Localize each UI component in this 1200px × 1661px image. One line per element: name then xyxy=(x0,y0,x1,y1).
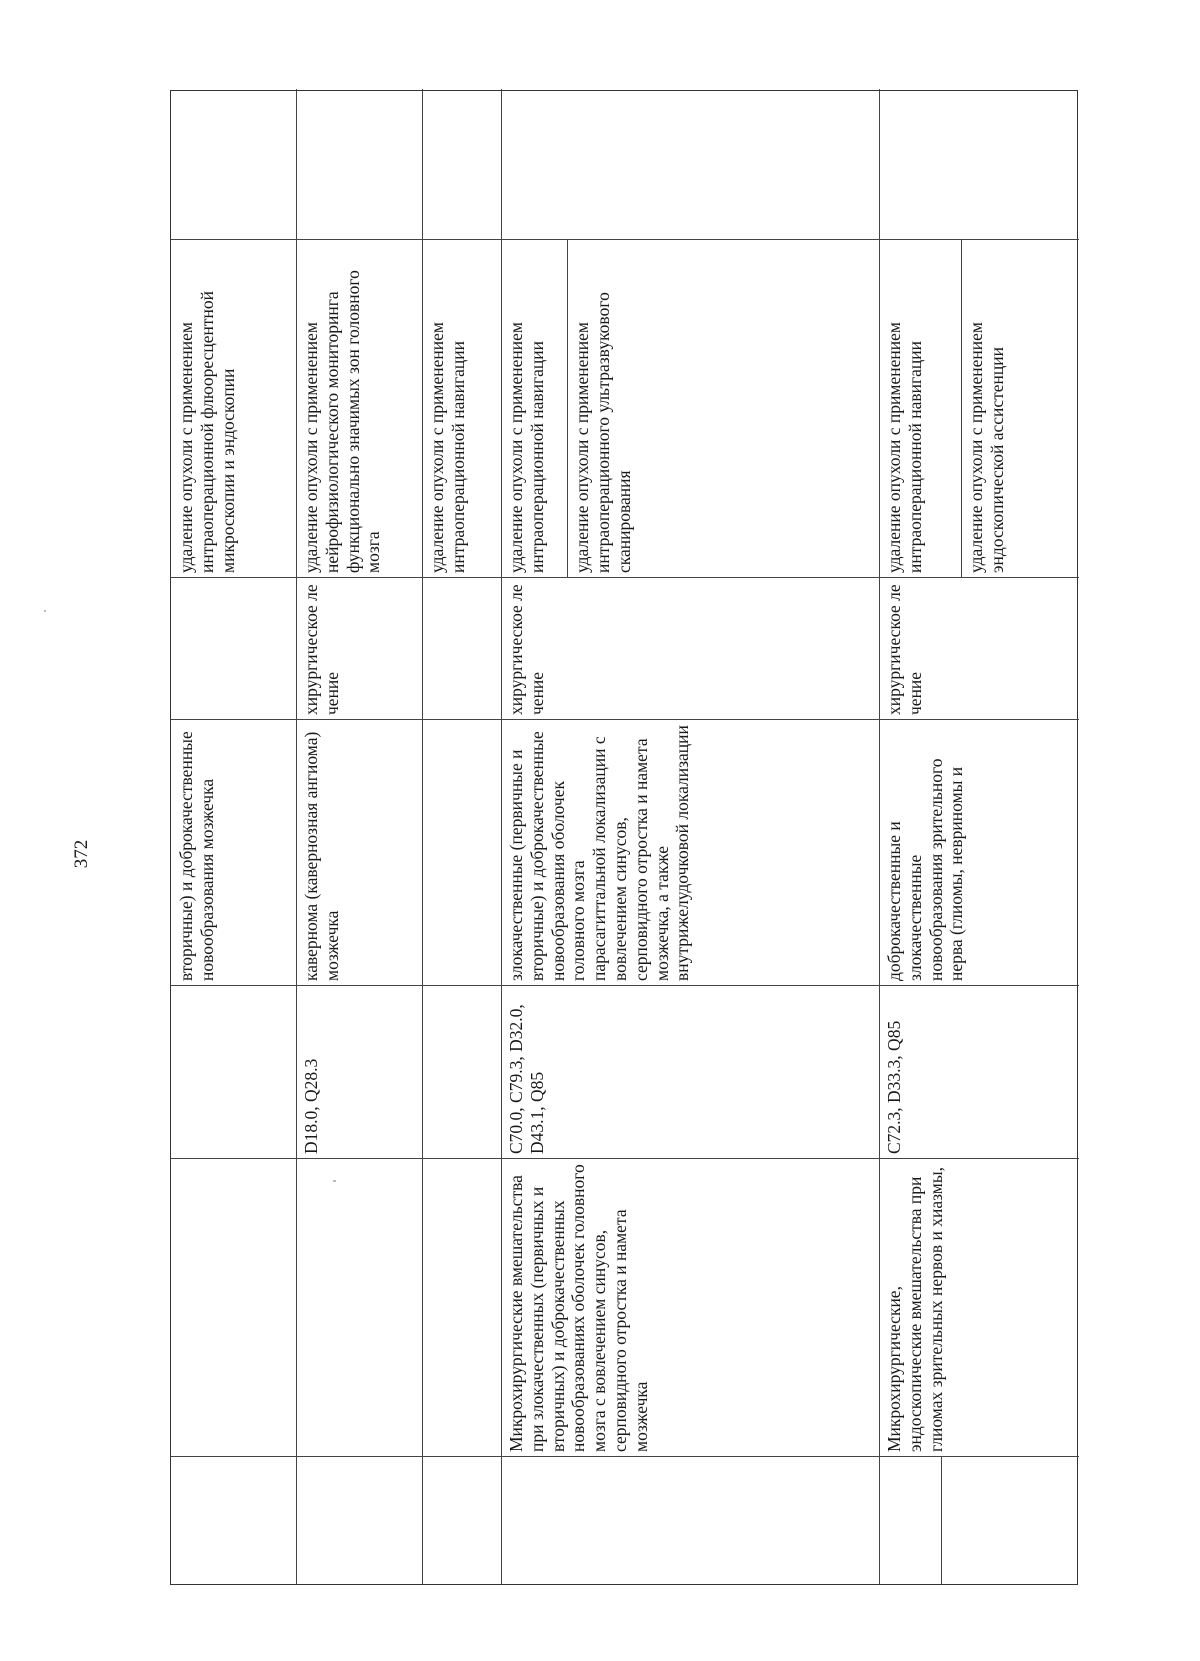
col-rule xyxy=(171,1158,1079,1159)
cell-treatment-type: хирургическое лечение xyxy=(301,584,342,715)
cell-model: доброкачественные и злокачественные новообразования зрительного нерва (глиомы, невриномы и xyxy=(884,758,967,981)
row-rule xyxy=(567,240,568,578)
col-rule xyxy=(171,719,1079,720)
cell-codes: C70.0, C79.3, D32.0, D43.1, Q85 xyxy=(506,1004,547,1154)
col-rule xyxy=(171,239,1079,240)
table-rotor xyxy=(170,90,1078,1585)
services-table xyxy=(170,90,1078,1585)
cell-method-name: Микрохирургические, эндоскопические вмешательства при глиомах зрительных нервов и хиазмы, xyxy=(884,1167,946,1452)
row-rule xyxy=(501,89,502,1584)
cell-model: вторичные) и доброкачественные новообразования мозжечка xyxy=(176,731,217,981)
cell-treatment-type: хирургическое лечение xyxy=(884,584,925,715)
cell-method: удаление опухоли с применением интраоперационной флюоресцентной микроскопии и эндоскопии xyxy=(176,290,238,573)
page-number: 372 xyxy=(71,839,92,869)
col-rule xyxy=(171,985,1079,986)
col-rule xyxy=(171,1456,1079,1457)
row-rule xyxy=(296,89,297,1584)
cell-method: удаление опухоли с применением интраоперационного ультразвукового сканирования xyxy=(572,292,634,573)
row-rule xyxy=(879,89,880,1584)
cell-model: злокачественные (первичные и вторичные) и доброкачественные новообразования оболочек головного мозга парасагиттальной локализации с вовлечением синусов, серповидного отростка и намета мозжечка, а также внутрижелудочковой локализации xyxy=(506,725,693,981)
cell-codes: D18.0, Q28.3 xyxy=(301,1058,321,1154)
cell-method: удаление опухоли с применением интраоперационной навигации xyxy=(506,322,547,573)
cell-codes: C72.3, D33.3, Q85 xyxy=(884,1020,904,1154)
row-rule xyxy=(941,1457,942,1584)
col-rule xyxy=(171,577,1079,578)
scan-speck xyxy=(44,610,46,612)
cell-method: удаление опухоли с применением эндоскопической ассистенции xyxy=(966,322,1007,573)
cell-model: кавернома (кавернозная ангиома) мозжечка xyxy=(301,731,342,981)
cell-treatment-type: хирургическое лечение xyxy=(506,584,547,715)
cell-method: удаление опухоли с применением нейрофизиологического мониторинга функционально значимых зон головного мозга xyxy=(301,270,384,573)
cell-method-name: Микрохирургические вмешательства при злокачественных (первичных и вторичных) и доброкачественных новообразованиях оболочек головного мозга с вовлечением синусов, серповидного отростка и намета мозжечка xyxy=(506,1164,651,1452)
cell-method: удаление опухоли с применением интраоперационной навигации xyxy=(427,322,468,573)
cell-method: удаление опухоли с применением интраоперационной навигации xyxy=(884,322,925,573)
row-rule xyxy=(422,89,423,1584)
row-rule xyxy=(961,240,962,578)
